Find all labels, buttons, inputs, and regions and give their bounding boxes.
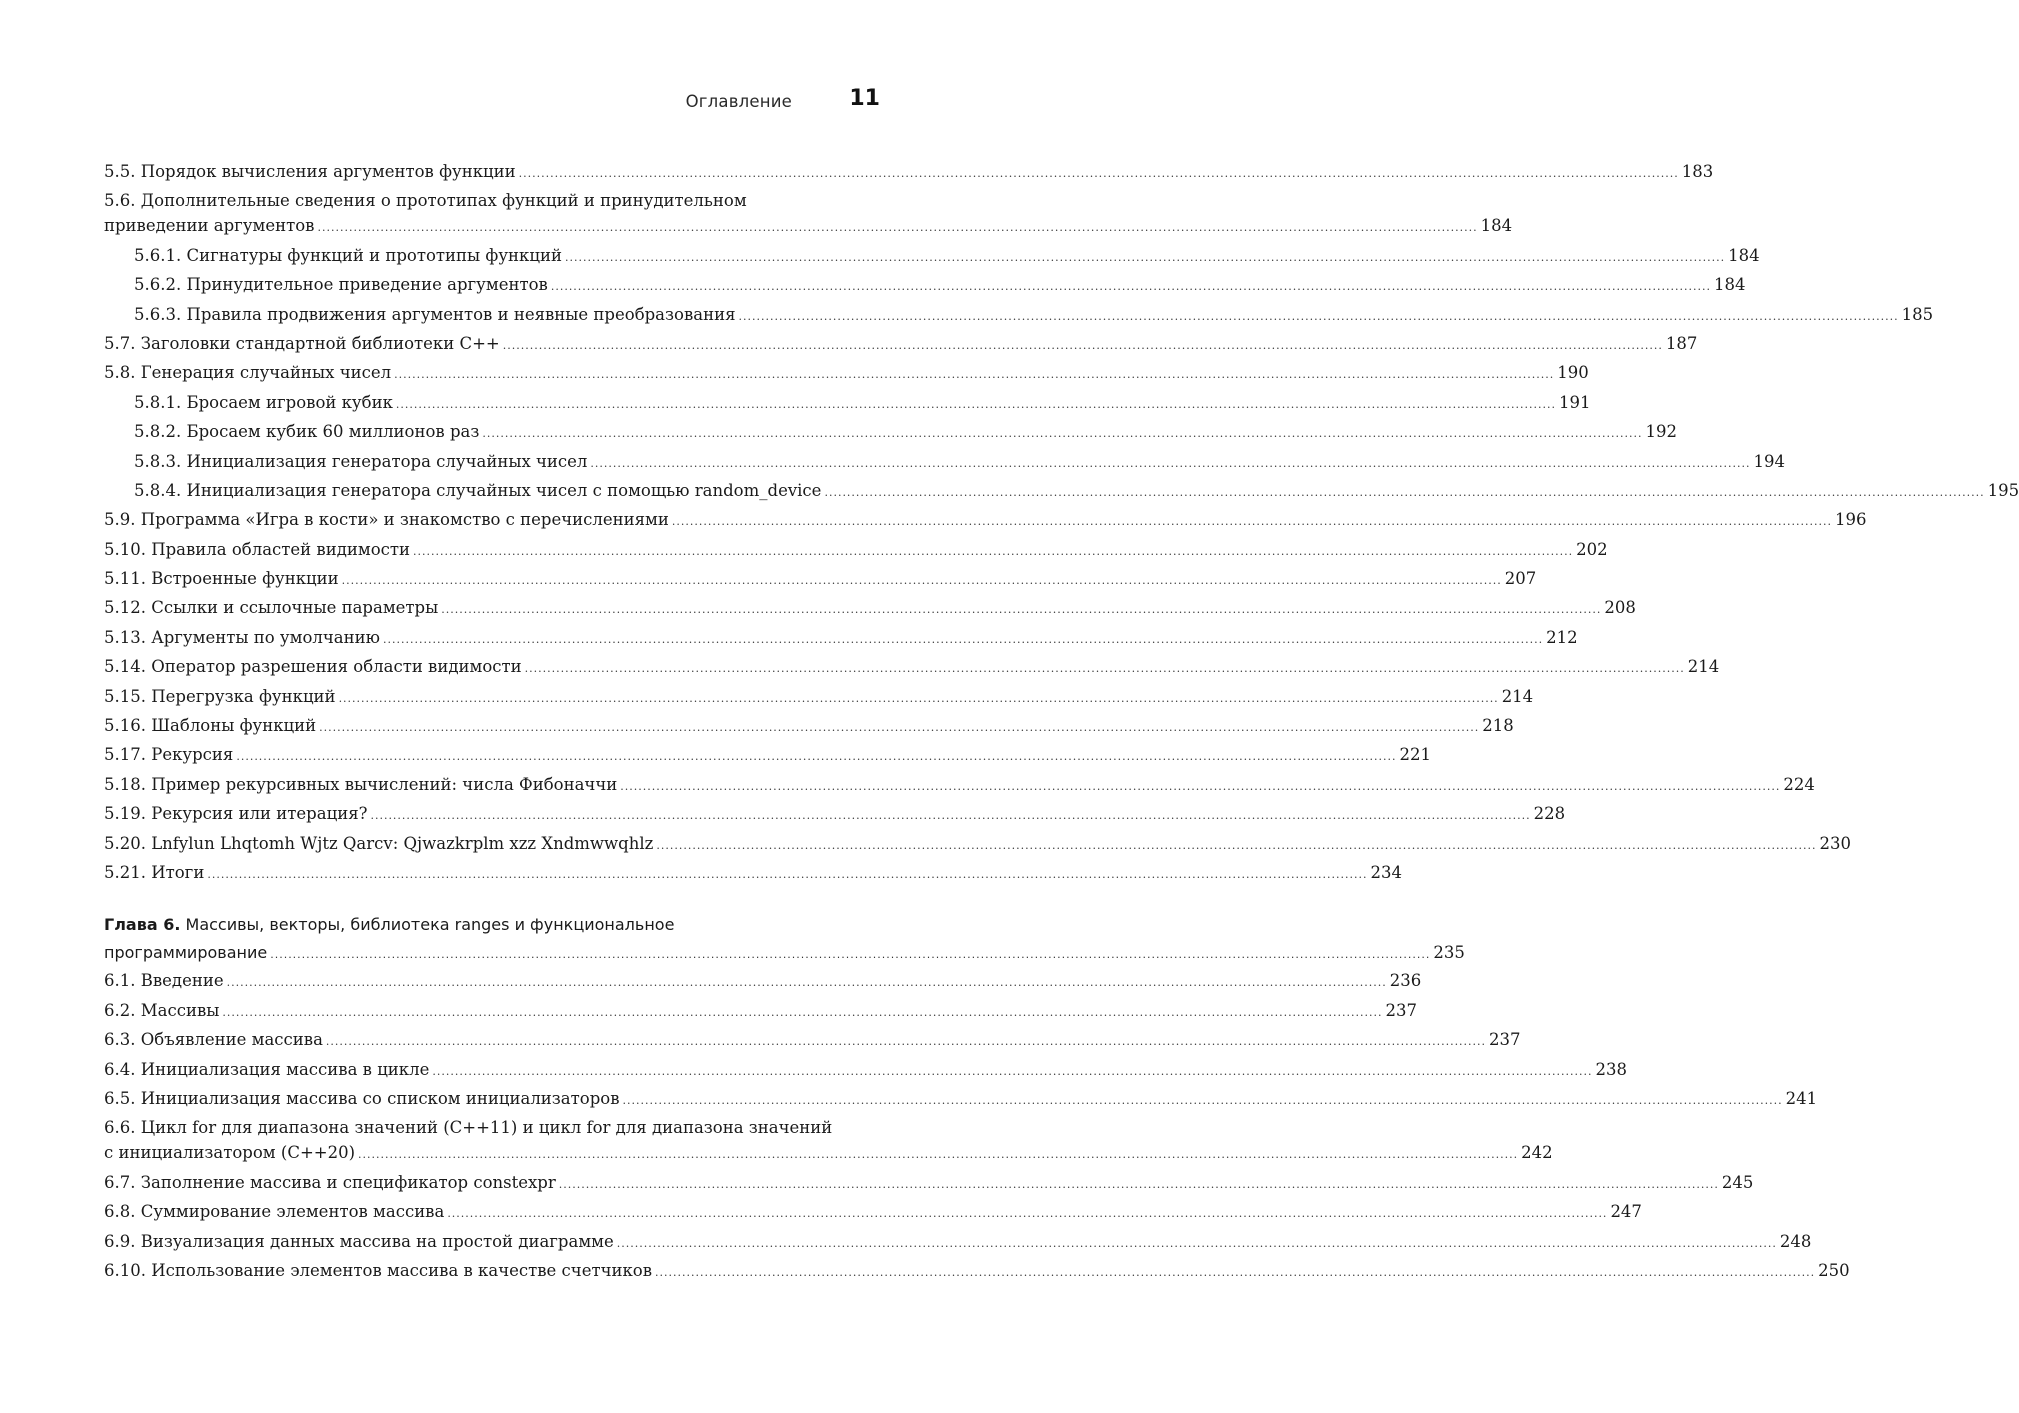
leader-dots: [622, 1088, 1782, 1113]
toc-entry: [104, 302, 1934, 331]
toc-entry: [104, 390, 1591, 419]
toc-entry-page: 228: [1533, 804, 1566, 824]
toc-entry-page: 242: [1521, 1143, 1553, 1163]
toc-entry-title: 5.8.3. Инициализация генератора случайных чисел: [134, 451, 588, 471]
leader-dots: [739, 304, 1899, 329]
toc-section-6: [104, 968, 1850, 1287]
toc-entry-page: 196: [1835, 510, 1867, 530]
toc-entry-page: 238: [1595, 1059, 1627, 1079]
toc-entry-title: 5.10. Правила областей видимости: [104, 539, 411, 559]
toc-entry: [104, 1199, 1642, 1228]
chapter-title-line2: [104, 940, 1465, 968]
leader-dots: [441, 597, 1601, 622]
toc-entry: [104, 625, 1578, 654]
toc-entry-page: 184: [1728, 245, 1760, 265]
toc-entry-title: 5.5. Порядок вычисления аргументов функции: [104, 162, 516, 181]
toc-entry-page: 237: [1489, 1030, 1521, 1050]
toc-entry-page: 202: [1576, 539, 1608, 559]
leader-dots: [824, 480, 1984, 505]
toc-entry-title: 5.9. Программа «Игра в кости» и знакомство с перечислениями: [104, 510, 669, 530]
toc-entry: [104, 243, 1760, 272]
leader-dots: [620, 774, 1780, 799]
toc-entry-page: 236: [1389, 971, 1422, 991]
toc-entry: [104, 1057, 1627, 1086]
toc-entry-title: 5.16. Шаблоны функций: [104, 716, 317, 736]
toc-entry: [104, 1170, 1754, 1199]
toc-entry-title: 6.4. Инициализация массива в цикле: [104, 1059, 430, 1079]
toc-entry-title: 6.7. Заполнение массива и спецификатор constexpr: [104, 1172, 556, 1192]
toc-entry: [104, 998, 1417, 1027]
toc-entry-page: 187: [1665, 333, 1698, 353]
toc-entry-title: 5.7. Заголовки стандартной библиотеки C++: [104, 333, 500, 353]
leader-dots: [482, 421, 1642, 446]
toc-entry: [104, 272, 1746, 301]
toc-entry: [104, 1027, 1521, 1056]
page-number: 11: [849, 86, 880, 111]
toc-entry: [104, 566, 1537, 595]
leader-dots: [656, 833, 1816, 858]
toc-entry-title-line1: 5.6. Дополнительные сведения о прототипах функций и принудительном: [104, 191, 747, 211]
toc-entry-page: 234: [1370, 862, 1402, 882]
toc-entry-page: 241: [1785, 1088, 1818, 1108]
leader-dots: [317, 215, 1477, 240]
toc-entry-title: 6.10. Использование элементов массива в качестве счетчиков: [104, 1260, 653, 1280]
leader-dots: [319, 715, 1479, 740]
chapter-label: Глава 6.: [104, 915, 181, 935]
toc-entry-page: 230: [1819, 833, 1851, 853]
toc-entry: [104, 537, 1608, 566]
toc-entry-page: 207: [1504, 569, 1537, 589]
toc-entry: [104, 1086, 1818, 1115]
leader-dots: [559, 1172, 1719, 1197]
toc-entry-title: 5.8.2. Бросаем кубик 60 миллионов раз: [134, 422, 480, 442]
toc-entry-title: 5.19. Рекурсия или итерация?: [104, 804, 368, 824]
toc-entry: [104, 188, 1513, 242]
chapter-title-text: Массивы, векторы, библиотека ranges и функциональное: [180, 915, 675, 935]
leader-dots: [519, 161, 1679, 186]
toc-entry-page: 214: [1687, 657, 1720, 677]
toc-entry-page: 237: [1385, 1000, 1417, 1020]
leader-dots: [222, 1000, 1382, 1025]
toc-entry-title: 5.8.1. Бросаем игровой кубик: [134, 392, 393, 412]
running-title: Оглавление: [685, 92, 792, 111]
leader-dots: [339, 686, 1499, 711]
table-of-contents: [104, 159, 2019, 1287]
chapter-title-line1: [104, 912, 880, 940]
toc-entry-title: 5.6.3. Правила продвижения аргументов и неявные преобразования: [134, 304, 736, 324]
toc-entry-page: 221: [1399, 745, 1431, 765]
leader-dots: [236, 744, 1396, 769]
toc-entry-title: 5.6.1. Сигнатуры функций и прототипы функций: [134, 245, 562, 265]
leader-dots: [413, 539, 1573, 564]
toc-section-5: [104, 159, 2019, 889]
leader-dots: [672, 509, 1832, 534]
toc-entry: [104, 1258, 1850, 1287]
toc-entry: [104, 772, 1815, 801]
toc-entry-page: 250: [1818, 1260, 1850, 1280]
leader-dots: [617, 1231, 1777, 1256]
toc-entry: [104, 654, 1720, 683]
toc-entry: [104, 713, 1514, 742]
chapter-page-number: 235: [1433, 943, 1465, 963]
leader-dots: [551, 274, 1711, 299]
leader-dots: [207, 862, 1367, 887]
toc-entry: [104, 742, 1431, 771]
toc-entry: [104, 801, 1566, 830]
toc-entry-title: 5.20. Lnfylun Lhqtomh Wjtz Qarcv: Qjwazkrplm xzz Xndmwwqhlz: [104, 833, 654, 853]
toc-entry-title: 5.15. Перегрузка функций: [104, 686, 336, 706]
toc-entry-title: 5.12. Ссылки и ссылочные параметры: [104, 598, 439, 618]
toc-entry-title: 6.3. Объявление массива: [104, 1030, 323, 1050]
toc-entry: [104, 419, 1677, 448]
toc-entry-page: 248: [1779, 1231, 1812, 1251]
leader-dots: [326, 1029, 1486, 1054]
toc-entry-page: 247: [1610, 1202, 1642, 1222]
toc-entry-title: 6.1. Введение: [104, 971, 224, 991]
toc-entry: [104, 595, 1636, 624]
page-header: [104, 86, 880, 118]
toc-entry-page: 214: [1501, 686, 1534, 706]
leader-dots: ..................................................................................................................................................................................................................................................................: [270, 948, 1431, 962]
toc-entry-title-line2: приведении аргументов: [104, 216, 315, 236]
toc-entry: [104, 478, 2019, 507]
toc-entry-title-line2: с инициализатором (C++20): [104, 1143, 356, 1163]
toc-entry-page: 190: [1557, 363, 1589, 383]
toc-entry: [104, 860, 1402, 889]
leader-dots: [227, 970, 1387, 995]
toc-entry-page: 184: [1480, 216, 1513, 236]
toc-entry-page: 183: [1681, 162, 1714, 181]
toc-entry-title: 6.9. Визуализация данных массива на простой диаграмме: [104, 1231, 614, 1251]
leader-dots: [342, 568, 1502, 593]
leader-dots: [370, 803, 1530, 828]
leader-dots: [432, 1059, 1592, 1084]
toc-entry-page: 192: [1645, 422, 1677, 442]
toc-entry: [104, 684, 1534, 713]
leader-dots: [525, 656, 1685, 681]
leader-dots: [447, 1201, 1607, 1226]
toc-entry-page: 212: [1546, 627, 1578, 647]
toc-entry-title: 6.8. Суммирование элементов массива: [104, 1202, 445, 1222]
toc-entry-line2: [104, 1140, 1553, 1169]
toc-entry-title: 5.6.2. Принудительное приведение аргументов: [134, 275, 548, 295]
toc-entry-page: 184: [1713, 275, 1746, 295]
toc-chapter-6-heading: [104, 912, 1465, 968]
toc-entry: [104, 1115, 1553, 1169]
toc-entry-page: 194: [1753, 451, 1786, 471]
toc-entry-title: 5.8.4. Инициализация генератора случайных чисел с помощью random_device: [134, 480, 822, 500]
toc-entry-title: 5.8. Генерация случайных чисел: [104, 363, 392, 383]
chapter-title-continuation: программирование: [104, 943, 268, 963]
toc-entry: [104, 507, 1867, 536]
toc-entry-page: 195: [1987, 480, 2019, 500]
toc-entry: [104, 159, 1714, 188]
leader-dots: [396, 392, 1556, 417]
toc-entry: [104, 360, 1589, 389]
toc-entry-title: 5.17. Рекурсия: [104, 745, 234, 765]
toc-entry-title: 5.13. Аргументы по умолчанию: [104, 627, 380, 647]
leader-dots: [383, 627, 1543, 652]
leader-dots: [590, 451, 1750, 476]
toc-entry-page: 185: [1901, 304, 1934, 324]
toc-entry-page: 218: [1482, 716, 1514, 736]
leader-dots: [358, 1142, 1518, 1167]
toc-entry-title-line1: 6.6. Цикл for для диапазона значений (C++11) и цикл for для диапазона значений: [104, 1118, 833, 1138]
leader-dots: [565, 245, 1725, 270]
toc-entry-title: 5.18. Пример рекурсивных вычислений: числа Фибоначчи: [104, 774, 618, 794]
toc-entry: [104, 449, 1786, 478]
leader-dots: [503, 333, 1663, 358]
toc-entry-title: 5.11. Встроенные функции: [104, 569, 339, 589]
toc-entry: [104, 331, 1698, 360]
toc-entry-page: 208: [1604, 598, 1636, 618]
toc-entry-page: 191: [1559, 392, 1591, 412]
toc-entry-line2: [104, 213, 1513, 242]
leader-dots: [394, 362, 1554, 387]
toc-entry-title: 5.21. Итоги: [104, 862, 205, 882]
toc-entry-title: 6.5. Инициализация массива со списком инициализаторов: [104, 1088, 620, 1108]
toc-entry: [104, 968, 1422, 997]
toc-entry-title: 6.2. Массивы: [104, 1000, 220, 1020]
toc-entry: [104, 831, 1851, 860]
toc-entry: [104, 1229, 1812, 1258]
toc-entry-page: 245: [1721, 1172, 1754, 1192]
toc-entry-title: 5.14. Оператор разрешения области видимости: [104, 657, 522, 677]
toc-entry-page: 224: [1783, 774, 1815, 794]
leader-dots: [655, 1260, 1815, 1285]
